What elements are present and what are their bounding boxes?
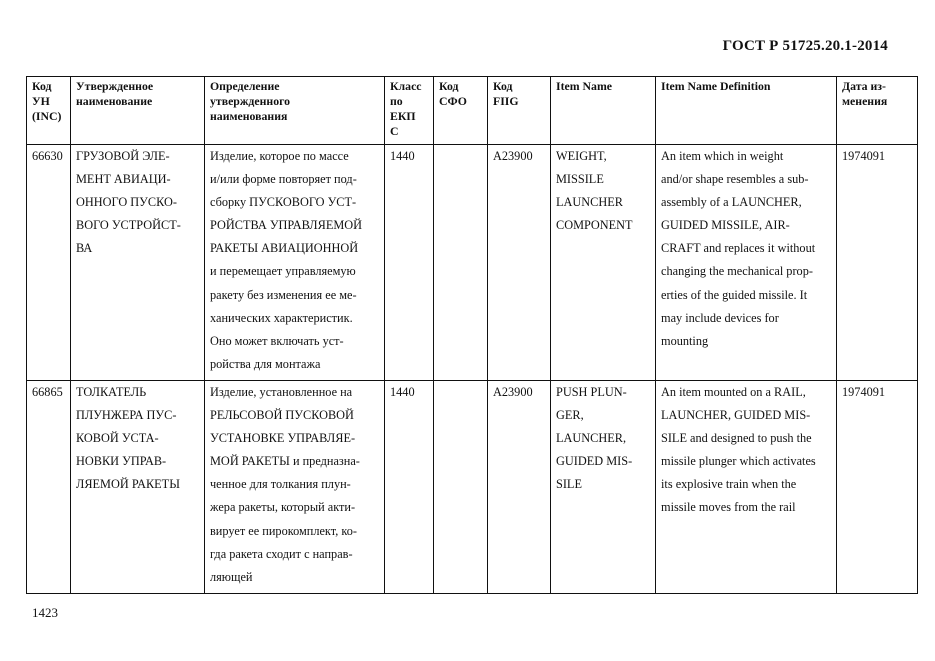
header-item-definition: Item Name Definition: [656, 77, 837, 145]
cell-approved-name: ТОЛКАТЕЛЬ ПЛУНЖЕРА ПУС- КОВОЙ УСТА- НОВКИ УПРАВ- ЛЯЕМОЙ РАКЕТЫ: [71, 380, 205, 593]
cell-change-date: 1974091: [837, 380, 918, 593]
header-fiig: Код FIIG: [488, 77, 551, 145]
cell-item-name: PUSH PLUN- GER, LAUNCHER, GUIDED MIS- SILE: [551, 380, 656, 593]
cell-class: 1440: [385, 380, 434, 593]
cell-item-definition: An item mounted on a RAIL, LAUNCHER, GUIDED MIS- SILE and designed to push the missile plunger which activates its explosive train when the missile moves from the rail: [656, 380, 837, 593]
cell-fiig: A23900: [488, 380, 551, 593]
cell-approved-name: ГРУЗОВОЙ ЭЛЕ- МЕНТ АВИАЦИ- ОННОГО ПУСКО- ВОГО УСТРОЙСТ- ВА: [71, 145, 205, 381]
document-standard-code: ГОСТ Р 51725.20.1-2014: [722, 38, 888, 54]
page-number: 1423: [32, 605, 58, 620]
table-row: [27, 145, 918, 381]
header-change-date: Дата из- менения: [837, 77, 918, 145]
table-row: [27, 380, 918, 593]
cell-definition: Изделие, которое по массе и/или форме повторяет под- сборку ПУСКОВОГО УСТ- РОЙСТВА УПРАВЛЯЕМОЙ РАКЕТЫ АВИАЦИОННОЙ и перемещает управляемую ракету без изменения ее ме- ханических характеристик. Оно может включать уст- ройства для монтажа: [205, 145, 385, 381]
cell-class: 1440: [385, 145, 434, 381]
cell-fiig: A23900: [488, 145, 551, 381]
header-sfo: Код СФО: [434, 77, 488, 145]
header-item-name: Item Name: [551, 77, 656, 145]
cell-sfo: [434, 380, 488, 593]
header-class: Класс по ЕКП С: [385, 77, 434, 145]
cell-inc: 66630: [27, 145, 71, 381]
cell-definition: Изделие, установленное на РЕЛЬСОВОЙ ПУСКОВОЙ УСТАНОВКЕ УПРАВЛЯЕ- МОЙ РАКЕТЫ и предназна- ченное для толкания плун- жера ракеты, который акти- вирует ее пирокомплект, ко- гда ракета сходит с направ- ляющей: [205, 380, 385, 593]
table-header-row: [27, 77, 918, 145]
cell-inc: 66865: [27, 380, 71, 593]
cell-item-name: WEIGHT, MISSILE LAUNCHER COMPONENT: [551, 145, 656, 381]
specification-table: [26, 76, 918, 594]
header-approved-name: Утвержденное наименование: [71, 77, 205, 145]
header-inc: Код УН (INC): [27, 77, 71, 145]
header-definition: Определение утвержденного наименования: [205, 77, 385, 145]
cell-item-definition: An item which in weight and/or shape resembles a sub- assembly of a LAUNCHER, GUIDED MISSILE, AIR- CRAFT and replaces it without changing the mechanical prop- erties of the guided missile. It may include devices for mounting: [656, 145, 837, 381]
cell-change-date: 1974091: [837, 145, 918, 381]
cell-sfo: [434, 145, 488, 381]
